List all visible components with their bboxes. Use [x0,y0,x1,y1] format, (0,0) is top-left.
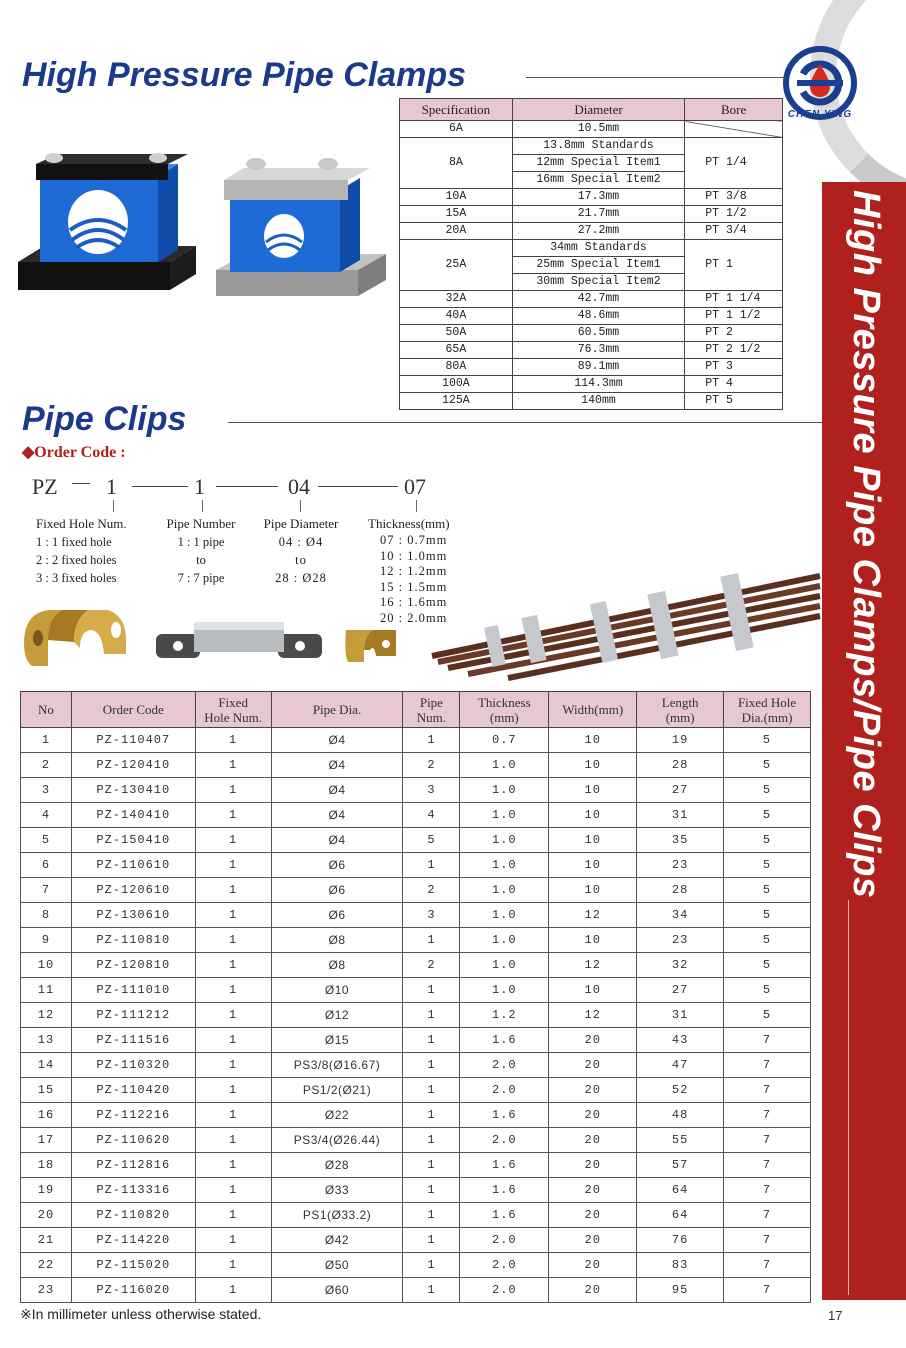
clips-table [20,691,811,1303]
clip-saddle-image [18,604,130,670]
table-cell: 7 [724,1228,811,1253]
table-cell: Ø6 [271,878,403,903]
col-width: Width(mm) [549,692,637,728]
table-cell: 22 [21,1253,72,1278]
table-cell: 23 [637,928,724,953]
code-tick [202,500,203,512]
table-cell: 20 [549,1103,637,1128]
table-cell: 1 [195,903,271,928]
table-cell: 5 [724,1003,811,1028]
table-cell: 1 [195,1203,271,1228]
table-row [21,728,811,753]
table-cell: 20 [21,1203,72,1228]
table-cell: Ø33 [271,1178,403,1203]
code-tick [416,500,417,512]
table-cell: 1 [403,1053,460,1078]
table-row [21,1003,811,1028]
table-cell: 1 [195,1103,271,1128]
table-row [21,903,811,928]
table-cell: 27 [637,978,724,1003]
table-cell: 2.0 [460,1053,549,1078]
table-cell: PS1/2(Ø21) [271,1078,403,1103]
table-cell: 7 [724,1278,811,1303]
table-cell: 12 [549,1003,637,1028]
table-cell: 5 [724,803,811,828]
table-cell: 2 [403,753,460,778]
table-cell: 1.0 [460,828,549,853]
table-cell: 47 [637,1053,724,1078]
table-cell: 10 [549,878,637,903]
table-row [21,803,811,828]
table-cell: 1 [195,1153,271,1178]
table-cell: 1.2 [460,1003,549,1028]
table-cell: 1 [195,1003,271,1028]
table-cell: 52 [637,1078,724,1103]
table-cell: 19 [21,1178,72,1203]
col-no: No [21,692,72,728]
table-cell: PZ-110620 [71,1128,195,1153]
clip-small-image [342,624,400,664]
table-cell: 7 [724,1253,811,1278]
spec-row: 20A 27.2mm PT 3/4 [400,223,783,240]
table-cell: Ø15 [271,1028,403,1053]
table-cell: Ø6 [271,853,403,878]
table-cell: 21 [21,1228,72,1253]
table-cell: PS1(Ø33.2) [271,1203,403,1228]
table-cell: 1 [403,1078,460,1103]
table-cell: PS3/4(Ø26.44) [271,1128,403,1153]
legend-pipe-number: Pipe Number 1 : 1 pipe to 7 : 7 pipe [166,516,236,585]
spec-row: 100A 114.3mm PT 4 [400,376,783,393]
code-connector [216,486,278,487]
table-cell: 12 [549,953,637,978]
table-cell: 1 [403,1003,460,1028]
table-cell: 7 [724,1103,811,1128]
spec-row: 125A 140mm PT 5 [400,393,783,410]
table-cell: 5 [724,978,811,1003]
spec-header: Specification [400,99,513,121]
table-cell: 7 [724,1178,811,1203]
table-cell: PZ-112816 [71,1153,195,1178]
code-part-pipe-number: 1 [194,474,205,499]
table-cell: 2.0 [460,1128,549,1153]
table-cell: 31 [637,803,724,828]
table-cell: 55 [637,1128,724,1153]
table-cell: 1 [403,1103,460,1128]
table-cell: PZ-120610 [71,878,195,903]
clips-table-header [21,692,811,728]
table-cell: 1 [195,878,271,903]
table-cell: 1 [403,728,460,753]
table-row [21,1278,811,1303]
diameter-header: Diameter [512,99,684,121]
table-cell: Ø8 [271,928,403,953]
table-cell: 28 [637,878,724,903]
table-cell: PZ-130610 [71,903,195,928]
col-order-code: Order Code [71,692,195,728]
table-cell: 31 [637,1003,724,1028]
spec-subrow: 30mm Special Item2 [400,274,783,291]
table-cell: 1 [195,728,271,753]
table-cell: 8 [21,903,72,928]
table-cell: 1 [403,853,460,878]
spec-table [399,98,783,410]
section-title: Pipe Clips [22,400,187,438]
table-cell: 7 [724,1053,811,1078]
spec-row: 32A 42.7mm PT 1 1/4 [400,291,783,308]
table-cell: 14 [21,1053,72,1078]
table-cell: Ø8 [271,953,403,978]
table-cell: Ø12 [271,1003,403,1028]
table-cell: 2.0 [460,1253,549,1278]
table-row [21,1203,811,1228]
table-cell: 95 [637,1278,724,1303]
table-cell: 10 [549,728,637,753]
table-cell: PS3/8(Ø16.67) [271,1053,403,1078]
table-row [21,1128,811,1153]
table-cell: PZ-116020 [71,1278,195,1303]
table-row [21,953,811,978]
table-cell: 1 [195,928,271,953]
table-cell: 1.0 [460,978,549,1003]
table-cell: Ø4 [271,778,403,803]
table-cell: Ø28 [271,1153,403,1178]
table-cell: 28 [637,753,724,778]
table-cell: 20 [549,1178,637,1203]
table-cell: 1.0 [460,953,549,978]
table-cell: 1 [195,1278,271,1303]
table-cell: 1 [403,978,460,1003]
table-cell: 5 [403,828,460,853]
table-cell: 1 [195,1253,271,1278]
table-cell: 7 [724,1028,811,1053]
col-pipe-num: Pipe Num. [403,692,460,728]
table-cell: 1.6 [460,1028,549,1053]
spec-row: 8A 13.8mm Standards PT 1/4 [400,138,783,155]
table-cell: 2.0 [460,1278,549,1303]
table-cell: PZ-113316 [71,1178,195,1203]
spec-row: 10A 17.3mm PT 3/8 [400,189,783,206]
table-cell: 7 [724,1128,811,1153]
table-cell: 23 [637,853,724,878]
table-row [21,778,811,803]
table-cell: PZ-112216 [71,1103,195,1128]
table-cell: PZ-140410 [71,803,195,828]
table-cell: Ø4 [271,803,403,828]
table-cell: 1.0 [460,928,549,953]
table-cell: 43 [637,1028,724,1053]
pipe-clamp-black-image [18,150,198,298]
col-thickness: Thickness (mm) [460,692,549,728]
table-cell: 1 [403,1253,460,1278]
legend-thickness: Thickness(mm) 07 : 0.7mm 10 : 1.0mm 12 : 1.2mm 15 : 1.5mm 16 : 1.6mm 20 : 2.0mm [368,516,450,625]
empty-bore-cell [685,121,783,138]
table-cell: 23 [21,1278,72,1303]
spec-subrow: 12mm Special Item1 [400,155,783,172]
col-fixed-hole-dia: Fixed Hole Dia.(mm) [724,692,811,728]
code-part-fixed-hole: 1 [106,474,117,499]
table-cell: 1 [403,1128,460,1153]
table-cell: PZ-110420 [71,1078,195,1103]
table-cell: 5 [724,903,811,928]
table-cell: 1 [195,803,271,828]
table-cell: 1 [195,828,271,853]
table-cell: 2 [403,878,460,903]
table-cell: PZ-110407 [71,728,195,753]
table-cell: 17 [21,1128,72,1153]
spec-row: 15A 21.7mm PT 1/2 [400,206,783,223]
table-cell: 1 [403,1228,460,1253]
table-row [21,753,811,778]
table-cell: PZ-130410 [71,778,195,803]
table-cell: PZ-120810 [71,953,195,978]
table-row [21,978,811,1003]
table-cell: 1.6 [460,1103,549,1128]
table-cell: 19 [637,728,724,753]
table-cell: Ø4 [271,753,403,778]
table-cell: 5 [724,878,811,903]
table-cell: Ø22 [271,1103,403,1128]
table-cell: 1.6 [460,1153,549,1178]
table-cell: 5 [724,728,811,753]
section-rule [228,422,822,423]
table-cell: 0.7 [460,728,549,753]
table-cell: 3 [403,778,460,803]
code-connector [318,486,398,487]
spec-row: 25A 34mm Standards PT 1 [400,240,783,257]
table-cell: 2 [403,953,460,978]
table-cell: PZ-110810 [71,928,195,953]
table-cell: 1 [195,1078,271,1103]
table-cell: 1 [403,1278,460,1303]
pipe-clamp-steel-image [212,150,390,306]
table-cell: 35 [637,828,724,853]
code-tick [300,500,301,512]
table-cell: PZ-150410 [71,828,195,853]
title-rule [526,77,786,78]
table-cell: PZ-120410 [71,753,195,778]
table-cell: 83 [637,1253,724,1278]
spec-row: 80A 89.1mm PT 3 [400,359,783,376]
spec-row: 65A 76.3mm PT 2 1/2 [400,342,783,359]
legend-fixed-hole: Fixed Hole Num. 1 : 1 fixed hole 2 : 2 fixed holes 3 : 3 fixed holes [36,516,127,585]
table-row [21,1103,811,1128]
table-cell: 1.0 [460,778,549,803]
col-fixed-hole-num: Fixed Hole Num. [195,692,271,728]
brand-name: CHEN YING [787,109,853,120]
table-cell: 5 [724,753,811,778]
table-cell: 1 [21,728,72,753]
table-cell: 7 [21,878,72,903]
page-number: 17 [822,1300,906,1348]
table-cell: 2.0 [460,1228,549,1253]
order-code-label: ◆Order Code : [22,444,126,461]
table-cell: 2.0 [460,1078,549,1103]
table-cell: 34 [637,903,724,928]
table-cell: Ø4 [271,728,403,753]
spec-subrow: 25mm Special Item1 [400,257,783,274]
table-cell: 20 [549,1278,637,1303]
table-cell: 1.0 [460,903,549,928]
table-cell: 7 [724,1078,811,1103]
code-connector [132,486,188,487]
table-cell: 1 [195,978,271,1003]
band-divider [848,900,849,1295]
code-part-pipe-diameter: 04 [288,474,310,499]
table-cell: 76 [637,1228,724,1253]
table-row [21,828,811,853]
table-cell: 1 [195,853,271,878]
table-cell: 1 [403,1153,460,1178]
table-cell: 6 [21,853,72,878]
table-cell: PZ-110820 [71,1203,195,1228]
table-row [21,1153,811,1178]
table-cell: 1 [195,753,271,778]
table-cell: 10 [549,803,637,828]
table-cell: 5 [724,828,811,853]
table-cell: 13 [21,1028,72,1053]
page-title: High Pressure Pipe Clamps [22,56,467,94]
table-cell: 1 [195,1178,271,1203]
table-cell: 5 [724,928,811,953]
table-cell: 10 [549,853,637,878]
table-cell: 4 [403,803,460,828]
table-cell: 10 [21,953,72,978]
table-row [21,1228,811,1253]
table-cell: Ø42 [271,1228,403,1253]
table-cell: 10 [549,828,637,853]
table-cell: 20 [549,1053,637,1078]
table-cell: 11 [21,978,72,1003]
table-cell: 1.6 [460,1203,549,1228]
table-cell: Ø6 [271,903,403,928]
spec-row: 50A 60.5mm PT 2 [400,325,783,342]
table-cell: 1.0 [460,853,549,878]
spec-row: 6A 10.5mm [400,121,783,138]
table-cell: 48 [637,1103,724,1128]
table-cell: 10 [549,978,637,1003]
col-length: Length (mm) [637,692,724,728]
table-cell: 1 [195,778,271,803]
table-cell: Ø60 [271,1278,403,1303]
table-cell: 64 [637,1203,724,1228]
table-cell: 1 [195,1028,271,1053]
table-cell: 4 [21,803,72,828]
code-tick [113,500,114,512]
table-cell: 20 [549,1228,637,1253]
table-cell: 3 [403,903,460,928]
table-row [21,928,811,953]
table-cell: PZ-111516 [71,1028,195,1053]
bore-header: Bore [685,99,783,121]
table-cell: 2 [21,753,72,778]
legend-pipe-diameter: Pipe Diameter 04 : Ø4 to 28 : Ø28 [263,516,339,585]
clip-bridge-image [154,620,324,664]
table-cell: PZ-115020 [71,1253,195,1278]
table-cell: 5 [21,828,72,853]
table-cell: 20 [549,1253,637,1278]
table-row [21,878,811,903]
table-cell: 5 [724,853,811,878]
table-cell: 18 [21,1153,72,1178]
table-cell: 1 [195,1053,271,1078]
table-cell: 1 [195,1228,271,1253]
table-cell: 20 [549,1028,637,1053]
table-cell: 20 [549,1203,637,1228]
table-cell: 32 [637,953,724,978]
table-row [21,1078,811,1103]
table-row [21,1178,811,1203]
table-cell: PZ-111010 [71,978,195,1003]
table-row [21,1253,811,1278]
table-cell: PZ-114220 [71,1228,195,1253]
table-cell: 10 [549,753,637,778]
table-cell: 1.0 [460,753,549,778]
table-cell: Ø50 [271,1253,403,1278]
code-part-thickness: 07 [404,474,426,499]
side-title: High Pressure Pipe Clamps/Pipe Clips [845,190,887,899]
table-cell: 16 [21,1103,72,1128]
code-prefix: PZ [32,474,58,499]
table-cell: 12 [549,903,637,928]
table-cell: 1 [403,1203,460,1228]
table-cell: PZ-111212 [71,1003,195,1028]
table-cell: 1 [195,1128,271,1153]
table-cell: 20 [549,1128,637,1153]
spec-row: 40A 48.6mm PT 1 1/2 [400,308,783,325]
table-cell: 27 [637,778,724,803]
clip-assembly-image [428,566,822,684]
table-cell: 7 [724,1203,811,1228]
table-cell: 12 [21,1003,72,1028]
table-cell: 57 [637,1153,724,1178]
spec-subrow: 16mm Special Item2 [400,172,783,189]
col-pipe-dia: Pipe Dia. [271,692,403,728]
table-cell: PZ-110610 [71,853,195,878]
table-cell: 1 [403,1178,460,1203]
table-cell: 20 [549,1078,637,1103]
table-cell: 1 [403,1028,460,1053]
table-cell: 64 [637,1178,724,1203]
table-cell: 10 [549,928,637,953]
table-cell: Ø10 [271,978,403,1003]
table-cell: 5 [724,953,811,978]
footnote: ※In millimeter unless otherwise stated. [20,1306,262,1322]
table-cell: 1.0 [460,803,549,828]
table-row [21,1053,811,1078]
table-cell: 1 [403,928,460,953]
table-cell: 15 [21,1078,72,1103]
table-cell: 5 [724,778,811,803]
table-cell: 1.0 [460,878,549,903]
table-cell: 7 [724,1153,811,1178]
table-row [21,1028,811,1053]
table-cell: 1 [195,953,271,978]
table-cell: 1.6 [460,1178,549,1203]
code-dash: — [72,472,90,492]
table-cell: 20 [549,1153,637,1178]
table-cell: Ø4 [271,828,403,853]
table-cell: 3 [21,778,72,803]
table-row [21,853,811,878]
table-cell: 9 [21,928,72,953]
table-cell: PZ-110320 [71,1053,195,1078]
table-cell: 10 [549,778,637,803]
